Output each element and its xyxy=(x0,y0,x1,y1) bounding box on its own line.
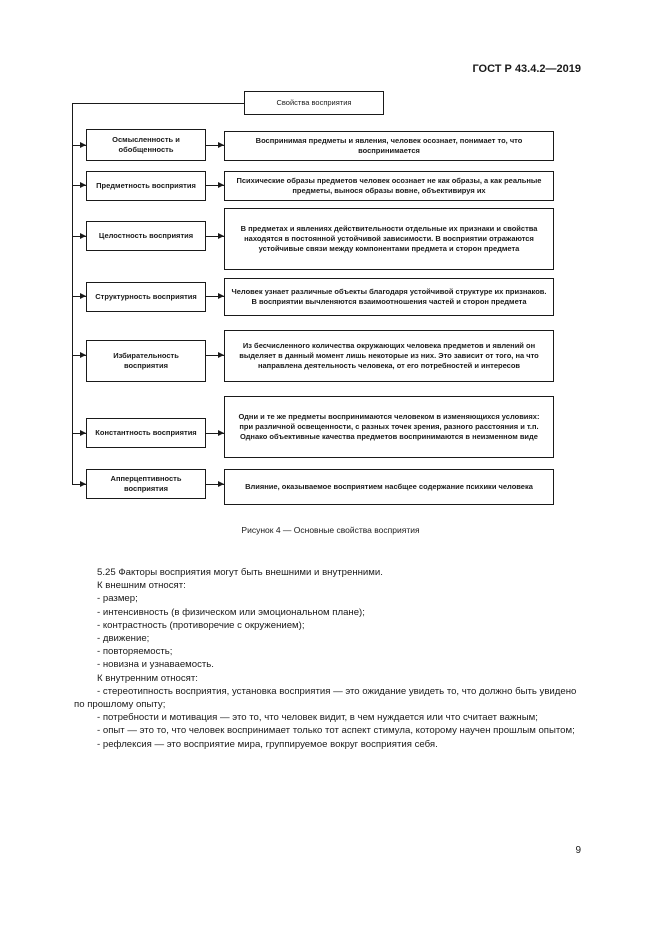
description-box: Воспринимая предметы и явления, человек осознает, понимает то, что воспринимается xyxy=(224,131,554,161)
list-item: - интенсивность (в физическом или эмоциональном плане); xyxy=(97,606,365,618)
list-item: - контрастность (противоречие с окружением); xyxy=(97,619,305,631)
list-item: - движение; xyxy=(97,633,150,645)
figure-caption: Рисунок 4 — Основные свойства восприятия xyxy=(241,525,420,535)
list-item: - новизна и узнаваемость. xyxy=(97,659,214,671)
property-box: Апперцептивность восприятия xyxy=(86,469,206,499)
page-number: 9 xyxy=(575,845,581,856)
paragraph: К внешним относят: xyxy=(97,580,186,592)
property-box: Целостность восприятия xyxy=(86,221,206,251)
description-box: Из бесчисленного количества окружающих человека предметов и явлений он выделяет в данный момент лишь некоторые из них. Это зависит от того, на что направлена деятельность человека, от его потребностей и интересов xyxy=(224,330,554,382)
property-box: Осмысленность и обобщенность xyxy=(86,129,206,161)
property-box: Предметность восприятия xyxy=(86,171,206,201)
property-box: Избирательность восприятия xyxy=(86,340,206,382)
description-box: Одни и те же предметы воспринимаются человеком в изменяющихся условиях: при различной освещенности, с разных точек зрения, разного расстояния и т.п. Однако объективные качества предметов воспринимаются в неизменном виде xyxy=(224,396,554,458)
property-box: Структурность восприятия xyxy=(86,282,206,312)
trunk-line xyxy=(72,103,73,485)
list-item: - опыт — это то, что человек воспринимает только тот аспект стимула, которому научен прошлым опытом; xyxy=(97,725,575,737)
description-box: В предметах и явлениях действительности отдельные их признаки и свойства находятся в постоянной устойчивой зависимости. В восприятии отражаются устойчивые связи между компонентами предмета и сторон предмета xyxy=(224,208,554,270)
diagram-root-box: Свойства восприятия xyxy=(244,91,384,115)
paragraph: 5.25 Факторы восприятия могут быть внешними и внутренними. xyxy=(97,567,383,578)
body-text xyxy=(74,566,584,751)
list-item: - стереотипность восприятия, установка восприятия — это ожидание увидеть то, что должно быть увидено по прошлому опыту; xyxy=(74,685,577,711)
connector-line xyxy=(72,103,244,104)
document-code: ГОСТ Р 43.4.2—2019 xyxy=(472,63,581,75)
list-item: - потребности и мотивация — это то, что человек видит, в чем нуждается или что считает важным; xyxy=(97,712,538,724)
list-item: - повторяемость; xyxy=(97,646,173,658)
description-box: Психические образы предметов человек осознает не как образы, а как реальные предметы, вынося образы вовне, объективируя их xyxy=(224,171,554,201)
paragraph: К внутренним относят: xyxy=(97,672,198,684)
description-box: Человек узнает различные объекты благодаря устойчивой структуре их признаков. В восприятии вычленяются взаимоотношения частей и сторон предмета xyxy=(224,278,554,316)
description-box: Влияние, оказываемое восприятием насбщее содержание психики человека xyxy=(224,469,554,505)
property-box: Константность восприятия xyxy=(86,418,206,448)
list-item: - рефлексия — это восприятие мира, группируемое вокруг восприятия себя. xyxy=(97,738,438,750)
list-item: - размер; xyxy=(97,593,138,605)
